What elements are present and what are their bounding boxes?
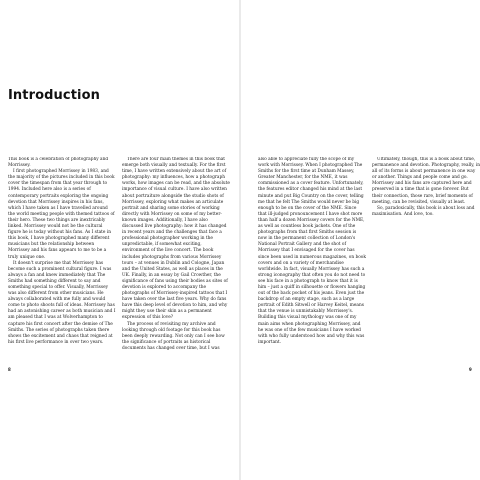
paragraph: There are four main themes in this book that emerge both visually and textually. For the first time, I have written extensively about the art of photography: my influences, how a photograph works, how images can be read, and the absolute importance of visual culture. I have also written about portraiture alongside the studio shots of Morrissey, exploring what makes an articulate portrait and sharing some stories of working directly with Morrissey on some of my better-known images. Additionally, I have also discussed live photography: how it has changed in recent years and the challenges that face a professional photographer working in the unpredictable, if somewhat exciting, environment of the live concert. The book includes photographs from various Morrissey tours – at venues in Dublin and Cologne, Japan and the United States, as well as places in the UK. Finally, in an essay by Gail Crowther, the significance of fans using their bodies as sites of devotion is explored to accompany the photographs of Morrissey-inspired tattoos that I have taken over the last five years. Why do fans have this deep level of devotion to him, and why might they use their skin as a permanent expression of this love? (122, 157, 230, 321)
text-column-2 (122, 157, 230, 357)
paragraph: I first photographed Morrissey in 1983, and the majority of the pictures included in this book cover the timespan from that year through to 1994. Included here also is a series of contemporary portraits exploring the ongoing devotion that Morrissey inspires in his fans, which I have taken as I have travelled around the world meeting people with themed tattoos of their hero. These two things are inextricably linked. Morrissey would not be the cultural figure he is today without his fans. As I state in this book, I have photographed many different musicians but the relationship between Morrissey and his fans appears to me to be a truly unique one. (8, 169, 115, 260)
chapter-heading: Introduction (8, 88, 100, 103)
paragraph: This book is a celebration of photography and Morrissey. (8, 157, 109, 169)
text-column-1 (8, 157, 116, 357)
page-number-left: 8 (8, 367, 11, 372)
page-number-right: 9 (469, 367, 472, 372)
paragraph: It doesn't surprise me that Morrissey has become such a prominent cultural figure. I was always a fan and knew immediately that The Smiths had something different to say and something special to offer. Visually, Morrissey was also different from other musicians. He always collaborated with me fully and would come to photo shoots full of ideas. Morrissey has had an astonishing career as both musician and I am pleased that I was at Wolverhampton to capture his first concert after the demise of The Smiths. The series of photographs taken there shows the excitement and chaos that reigned at his first live performance in over two years. (8, 260, 116, 345)
paragraph: The process of revisiting my archive and looking through old footage for this book has been deeply rewarding. Not only can I see how the significance of portraits as historical documents has changed over time, but I was (122, 321, 225, 351)
text-column-3 (258, 157, 366, 357)
paragraph: So, paradoxically, this book is about loss and maximisation. And love, too. (372, 205, 475, 217)
text-column-4 (372, 157, 480, 357)
paragraph: also able to appreciate fully the scope of my work with Morrissey. When I photographed The Smiths for the first time at Dunham Massey, Greater Manchester, for the NME, it was commissioned as a cover feature. Unfortunately, the features editor changed his mind at the last minute and put Big Country on the cover, telling me that he felt The Smiths would never be big enough to be on the cover of the NME. Since that ill-judged pronouncement I have shot more than half a dozen Morrissey covers for the NME, as well as countless book jackets. One of the photographs from that first Smiths session is now in the permanent collection of London's National Portrait Gallery and the shot of Morrissey that I envisaged for the cover has since been used in numerous magazines, on book covers and on a variety of merchandise worldwide. In fact, visually Morrissey has such a strong iconography that often you do not need to see his face in a photograph to know that it is him – just a quiff in silhouette or flowers hanging out of the back pocket of his jeans. Even just the backdrop of an empty stage, such as a large portrait of Edith Sitwell or Harvey Keitel, means that the venue is unmistakably Morrissey's. Building this visual mythology was one of my main aims when photographing Morrissey, and he was one of the few musicians I have worked with who fully understood how and why this was important. (258, 157, 366, 345)
page-gutter (239, 0, 241, 480)
paragraph: Ultimately, though, this is a book about time, permanence and devotion. Photography, really, in all of its forms is about permanence in one way or another. Things and people come and go. Morrissey and his fans are captured here and preserved in a time that is gone forever. But their connection, those rare, brief moments of meeting, can be revisited, visually at least. (372, 157, 480, 205)
